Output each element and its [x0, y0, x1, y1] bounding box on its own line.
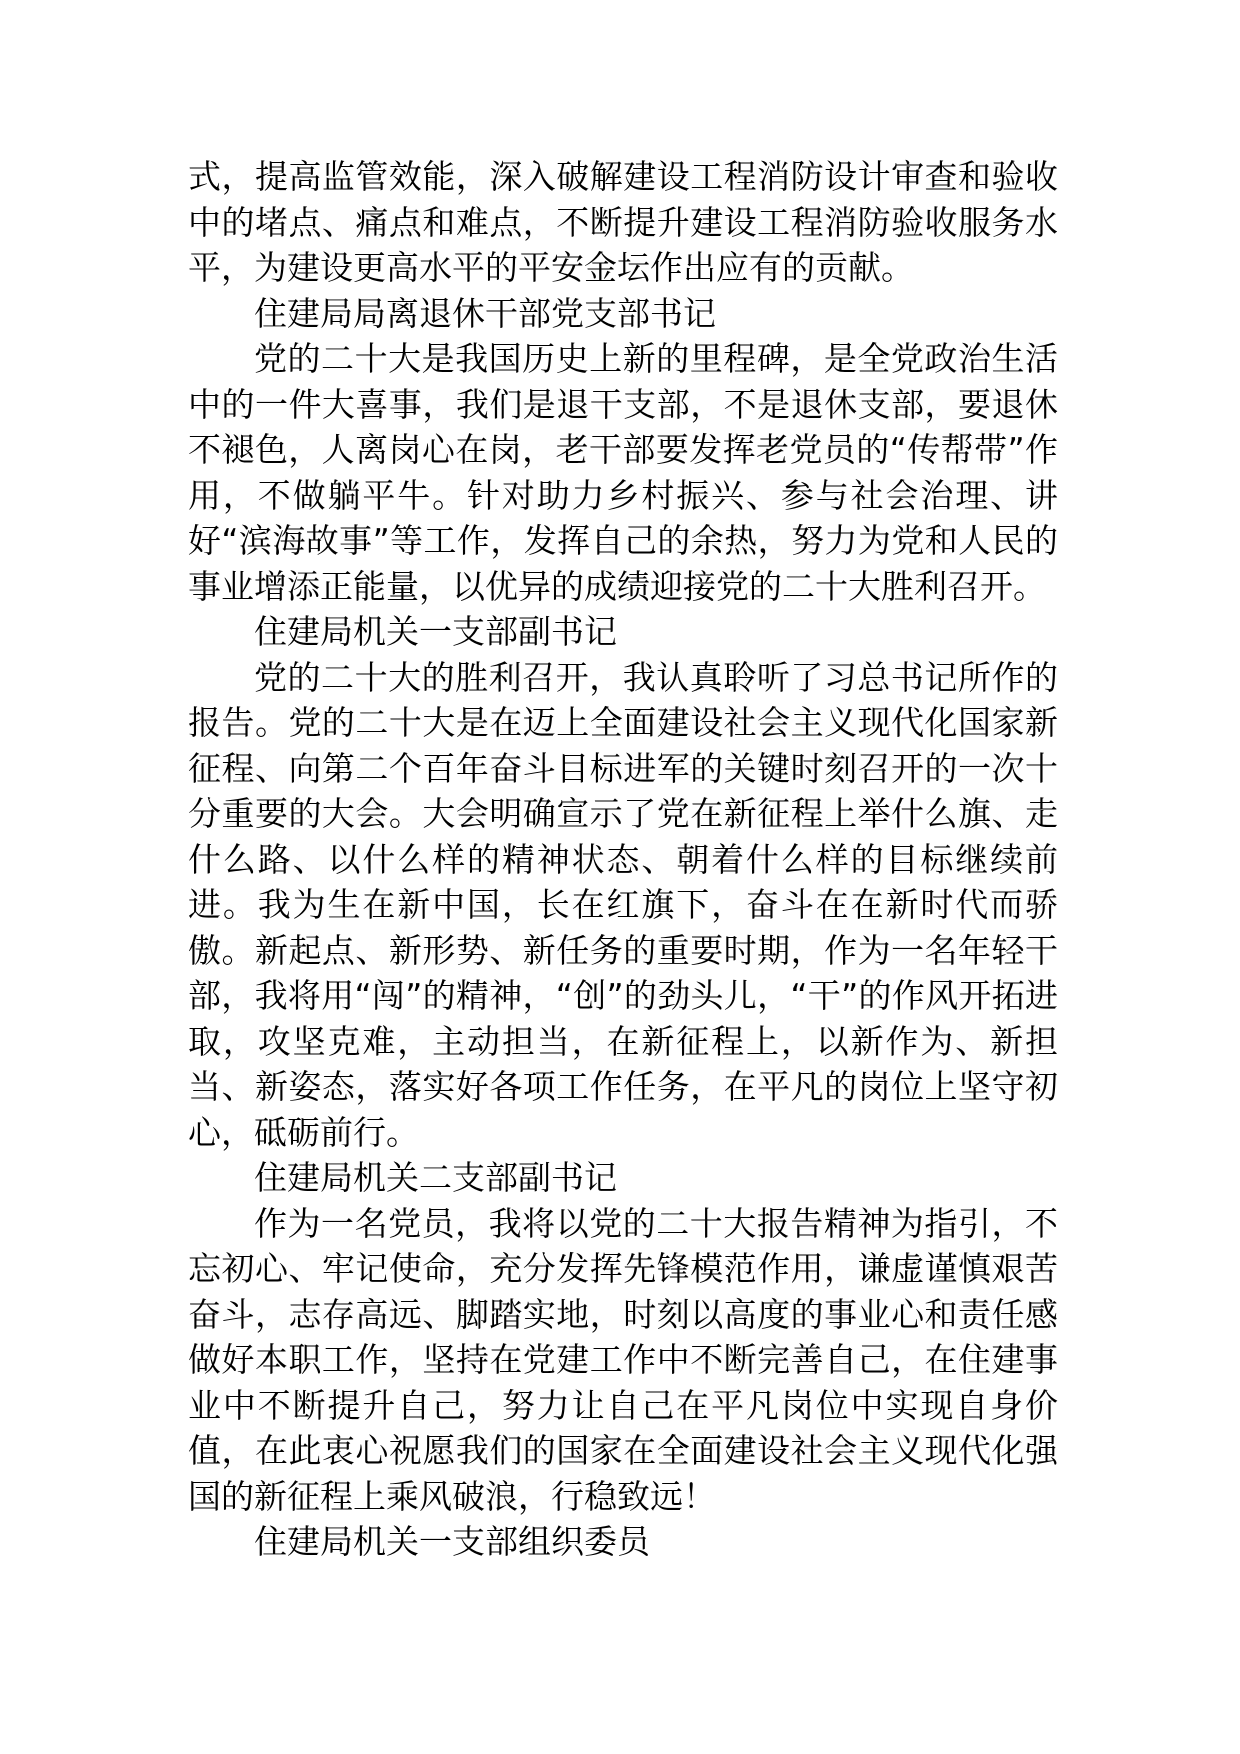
section-body-branch-one-deputy-secretary: 党的二十大的胜利召开，我认真聆听了习总书记所作的报告。党的二十大是在迈上全面建设社会主义现代化国家新征程、向第二个百年奋斗目标进军的关键时刻召开的一次十分重要的大会。大会明确宣示了党在新征程上举什么旗、走什么路、以什么样的精神状态、朝着什么样的目标继续前进。我为生在新中国，长在红旗下，奋斗在在新时代而骄傲。新起点、新形势、新任务的重要时期，作为一名年轻干部，我将用“闯”的精神，“创”的劲头儿，“干”的作风开拓进取，攻坚克难，主动担当，在新征程上，以新作为、新担当、新姿态，落实好各项工作任务，在平凡的岗位上坚守初心，砥砺前行。 [188, 657, 1058, 1152]
section-body-retired-cadre-branch-secretary: 党的二十大是我国历史上新的里程碑，是全党政治生活中的一件大喜事，我们是退干支部，不是退休支部，要退休不褪色，人离岗心在岗，老干部要发挥老党员的“传帮带”作用，不做躺平牛。针对助力乡村振兴、参与社会治理、讲好“滨海故事”等工作，发挥自己的余热，努力为党和人民的事业增添正能量，以优异的成绩迎接党的二十大胜利召开。 [188, 339, 1058, 606]
section-title-branch-one-organization-member: 住建局机关一支部组织委员 [254, 1522, 650, 1561]
section-title-branch-two-deputy-secretary: 住建局机关二支部副书记 [254, 1158, 617, 1197]
continuation-paragraph: 式，提高监管效能，深入破解建设工程消防设计审查和验收中的堵点、痛点和难点，不断提升建设工程消防验收服务水平，为建设更高水平的平安金坛作出应有的贡献。 [188, 157, 1058, 287]
section-title-retired-cadre-branch-secretary: 住建局局离退休干部党支部书记 [254, 293, 716, 333]
section-body-branch-two-deputy-secretary: 作为一名党员，我将以党的二十大报告精神为指引，不忘初心、牢记使命，充分发挥先锋模范作用，谦虚谨慎艰苦奋斗，志存高远、脚踏实地，时刻以高度的事业心和责任感做好本职工作，坚持在党建工作中不断完善自己，在住建事业中不断提升自己，努力让自己在平凡岗位中实现自身价值，在此衷心祝愿我们的国家在全面建设社会主义现代化强国的新征程上乘风破浪，行稳致远！ [188, 1203, 1058, 1516]
section-title-branch-one-deputy-secretary: 住建局机关一支部副书记 [254, 612, 617, 651]
document-page [188, 154, 1058, 1565]
